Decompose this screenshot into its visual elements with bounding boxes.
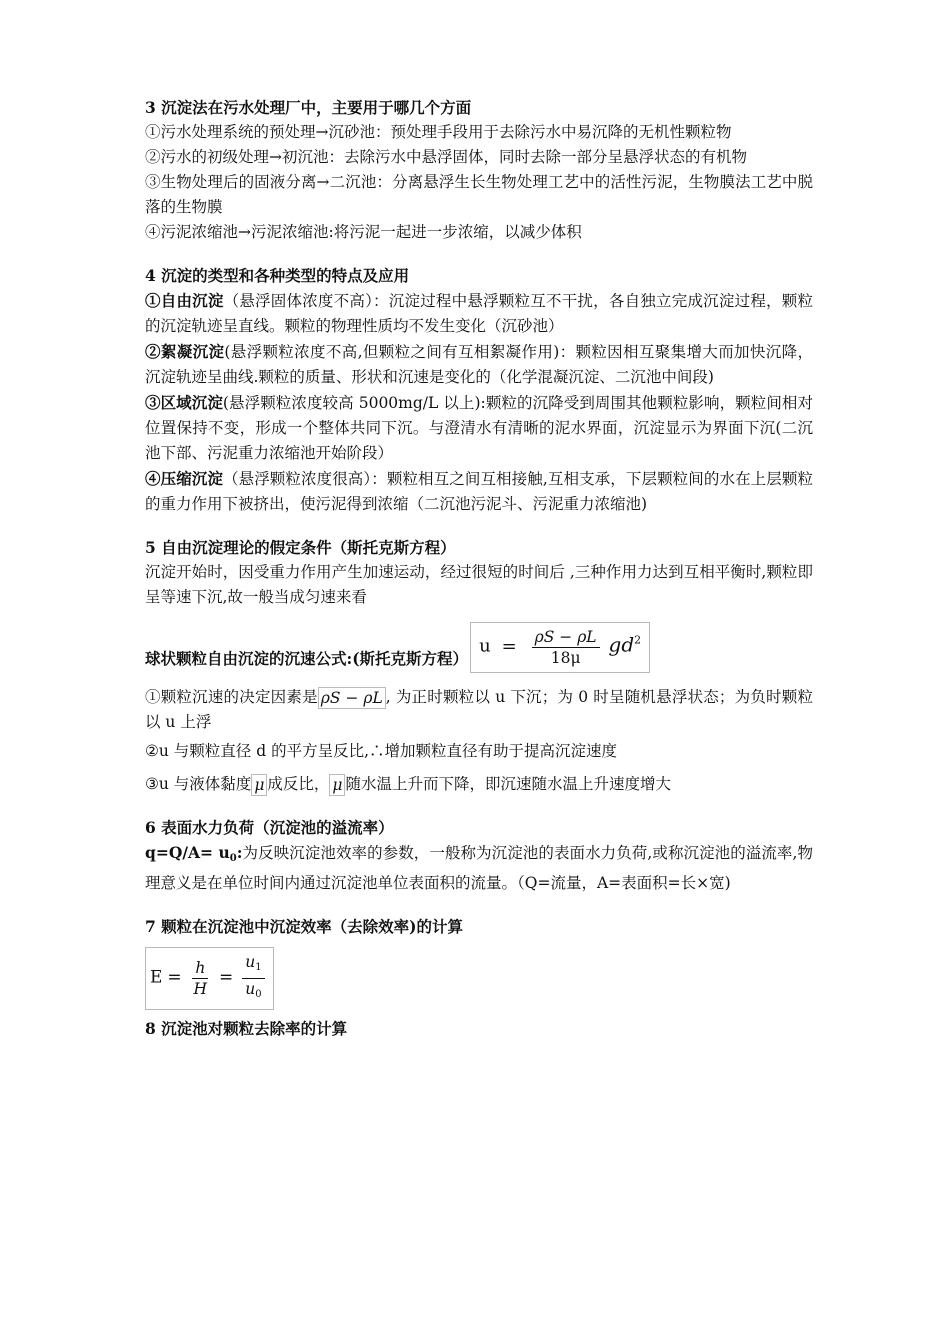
stokes-formula-row (145, 622, 813, 673)
section-8-title: 8 沉淀池对颗粒去除率的计算 (145, 1019, 348, 1038)
stokes-fraction (532, 627, 600, 668)
s4-item-1-text: （悬浮固体浓度不高）：沉淀过程中悬浮颗粒互不干扰，各自独立完成沉淀过程，颗粒的沉淀轨迹呈直线。颗粒的物理性质均不发生变化（沉砂池） (145, 292, 813, 335)
s6-formula-colon: : (236, 843, 243, 862)
s4-item-1 (145, 288, 813, 339)
efficiency-formula (145, 947, 274, 1010)
eff-u1: u (245, 953, 256, 971)
eff-eq-2: = (219, 967, 234, 988)
eff-frac-2-num (242, 952, 264, 979)
s5-point-1-a: ①颗粒沉速的决定因素是 (145, 688, 318, 706)
stokes-tail: gd (608, 632, 635, 657)
eff-lhs: E (150, 967, 163, 988)
eff-u0: u (245, 980, 256, 998)
s4-item-2-text: (悬浮颗粒浓度不高,但颗粒之间有互相絮凝作用)：颗粒因相互聚集增大而加快沉降，沉淀轨迹呈曲线.颗粒的质量、形状和沉速是变化的（化学混凝沉淀、二沉池中间段) (145, 343, 813, 386)
s4-item-4-label: ④压缩沉淀 (145, 469, 223, 488)
stokes-lhs: u (479, 635, 491, 657)
s6-text (145, 840, 813, 896)
s5-point-3-a: ③u 与液体黏度 (145, 775, 252, 793)
s5-intro: 沉淀开始时，因受重力作用产生加速运动，经过很短的时间后 ,三种作用力达到互相平衡时,颗粒即呈等速下沉,故一般当成匀速来看 (145, 563, 813, 606)
stokes-eq: = (501, 635, 517, 657)
section-6-title: 6 表面水力负荷（沉淀池的溢流率） (145, 818, 394, 837)
mu-mini-1: μ (251, 774, 267, 796)
eff-frac-1-num: h (192, 958, 208, 979)
eff-frac-1-den: H (193, 980, 208, 998)
s5-point-1 (145, 685, 813, 735)
eff-u1-sub: 1 (255, 962, 262, 973)
eff-u0-sub: 0 (255, 989, 262, 1000)
s6-formula (145, 843, 242, 862)
eff-frac-2-den (242, 979, 264, 1005)
s3-item-1: ①污水处理系统的预处理→沉砂池：预处理手段用于去除污水中易沉降的无机性颗粒物 (145, 123, 732, 141)
s5-point-1-b: , 为正时颗粒以 u 下沉；为 0 时呈随机悬浮状态；为负时颗粒以 u 上浮 (145, 688, 813, 731)
s5-point-3-c: 随水温上升而下降，即沉速随水温上升速度增大 (345, 775, 671, 793)
section-7-title: 7 颗粒在沉淀池中沉淀效率（去除效率)的计算 (145, 917, 464, 936)
eff-eq-1: = (167, 967, 182, 988)
s6-body: 为反映沉淀池效率的参数，一般称为沉淀池的表面水力负荷,或称沉淀池的溢流率,物理意义是在单位时间内通过沉淀池单位表面积的流量。（Q=流量，A=表面积=长×宽) (145, 844, 814, 892)
s4-item-2 (145, 339, 813, 390)
stokes-formula-label: 球状颗粒自由沉淀的沉速公式:(斯托克斯方程） (145, 649, 469, 668)
s4-item-1-label: ①自由沉淀 (145, 291, 224, 310)
mu-mini-2: μ (329, 774, 345, 796)
rho-diff-mini: ρS − ρL (318, 687, 386, 709)
s5-point-2: ②u 与颗粒直径 d 的平方呈反比,∴增加颗粒直径有助于提高沉淀速度 (145, 742, 618, 760)
s3-item-4: ④污泥浓缩池→污泥浓缩池:将污泥一起进一步浓缩，以减少体积 (145, 223, 582, 241)
eff-frac-1 (191, 958, 211, 999)
section-5-title: 5 自由沉淀理论的假定条件（斯托克斯方程） (145, 538, 456, 557)
s5-point-3-b: 成反比， (267, 775, 330, 793)
s4-item-3-label: ③区域沉淀 (145, 393, 223, 412)
s3-item-3: ③生物处理后的固液分离→二沉池：分离悬浮生长生物处理工艺中的活性污泥，生物膜法工艺中脱落的生物膜 (145, 173, 813, 216)
s4-item-4-text: （悬浮颗粒浓度很高）：颗粒相互之间互相接触,互相支承，下层颗粒间的水在上层颗粒的重力作用下被挤出，使污泥得到浓缩（二沉池污泥斗、污泥重力浓缩池) (145, 470, 813, 513)
stokes-exponent: 2 (634, 633, 642, 647)
eff-frac-2 (242, 952, 264, 1005)
s4-item-4 (145, 466, 813, 517)
stokes-numerator: ρS − ρL (532, 627, 600, 648)
s5-point-3 (145, 772, 813, 797)
document-page (145, 95, 813, 1041)
stokes-formula (470, 622, 650, 673)
section-4-title: 4 沉淀的类型和各种类型的特点及应用 (145, 266, 410, 285)
s4-item-3-text: (悬浮颗粒浓度较高 5000mg/L 以上):颗粒的沉降受到周围其他颗粒影响，颗粒间相对位置保持不变，形成一个整体共同下沉。与澄清水有清晰的泥水界面，沉淀显示为界面下沉(二沉池下部、污泥重力浓缩池开始阶段） (145, 394, 813, 462)
s3-item-2: ②污水的初级处理→初沉池：去除污水中悬浮固体，同时去除一部分呈悬浮状态的有机物 (145, 148, 747, 166)
s4-item-3 (145, 390, 813, 466)
s6-formula-main: q=Q/A= u (145, 843, 230, 862)
s4-item-2-label: ②絮凝沉淀 (145, 342, 225, 361)
s6-formula-sub: 0 (229, 853, 237, 864)
section-3-title: 3 沉淀法在污水处理厂中，主要用于哪几个方面 (145, 98, 472, 117)
stokes-denominator: 18μ (550, 649, 581, 667)
